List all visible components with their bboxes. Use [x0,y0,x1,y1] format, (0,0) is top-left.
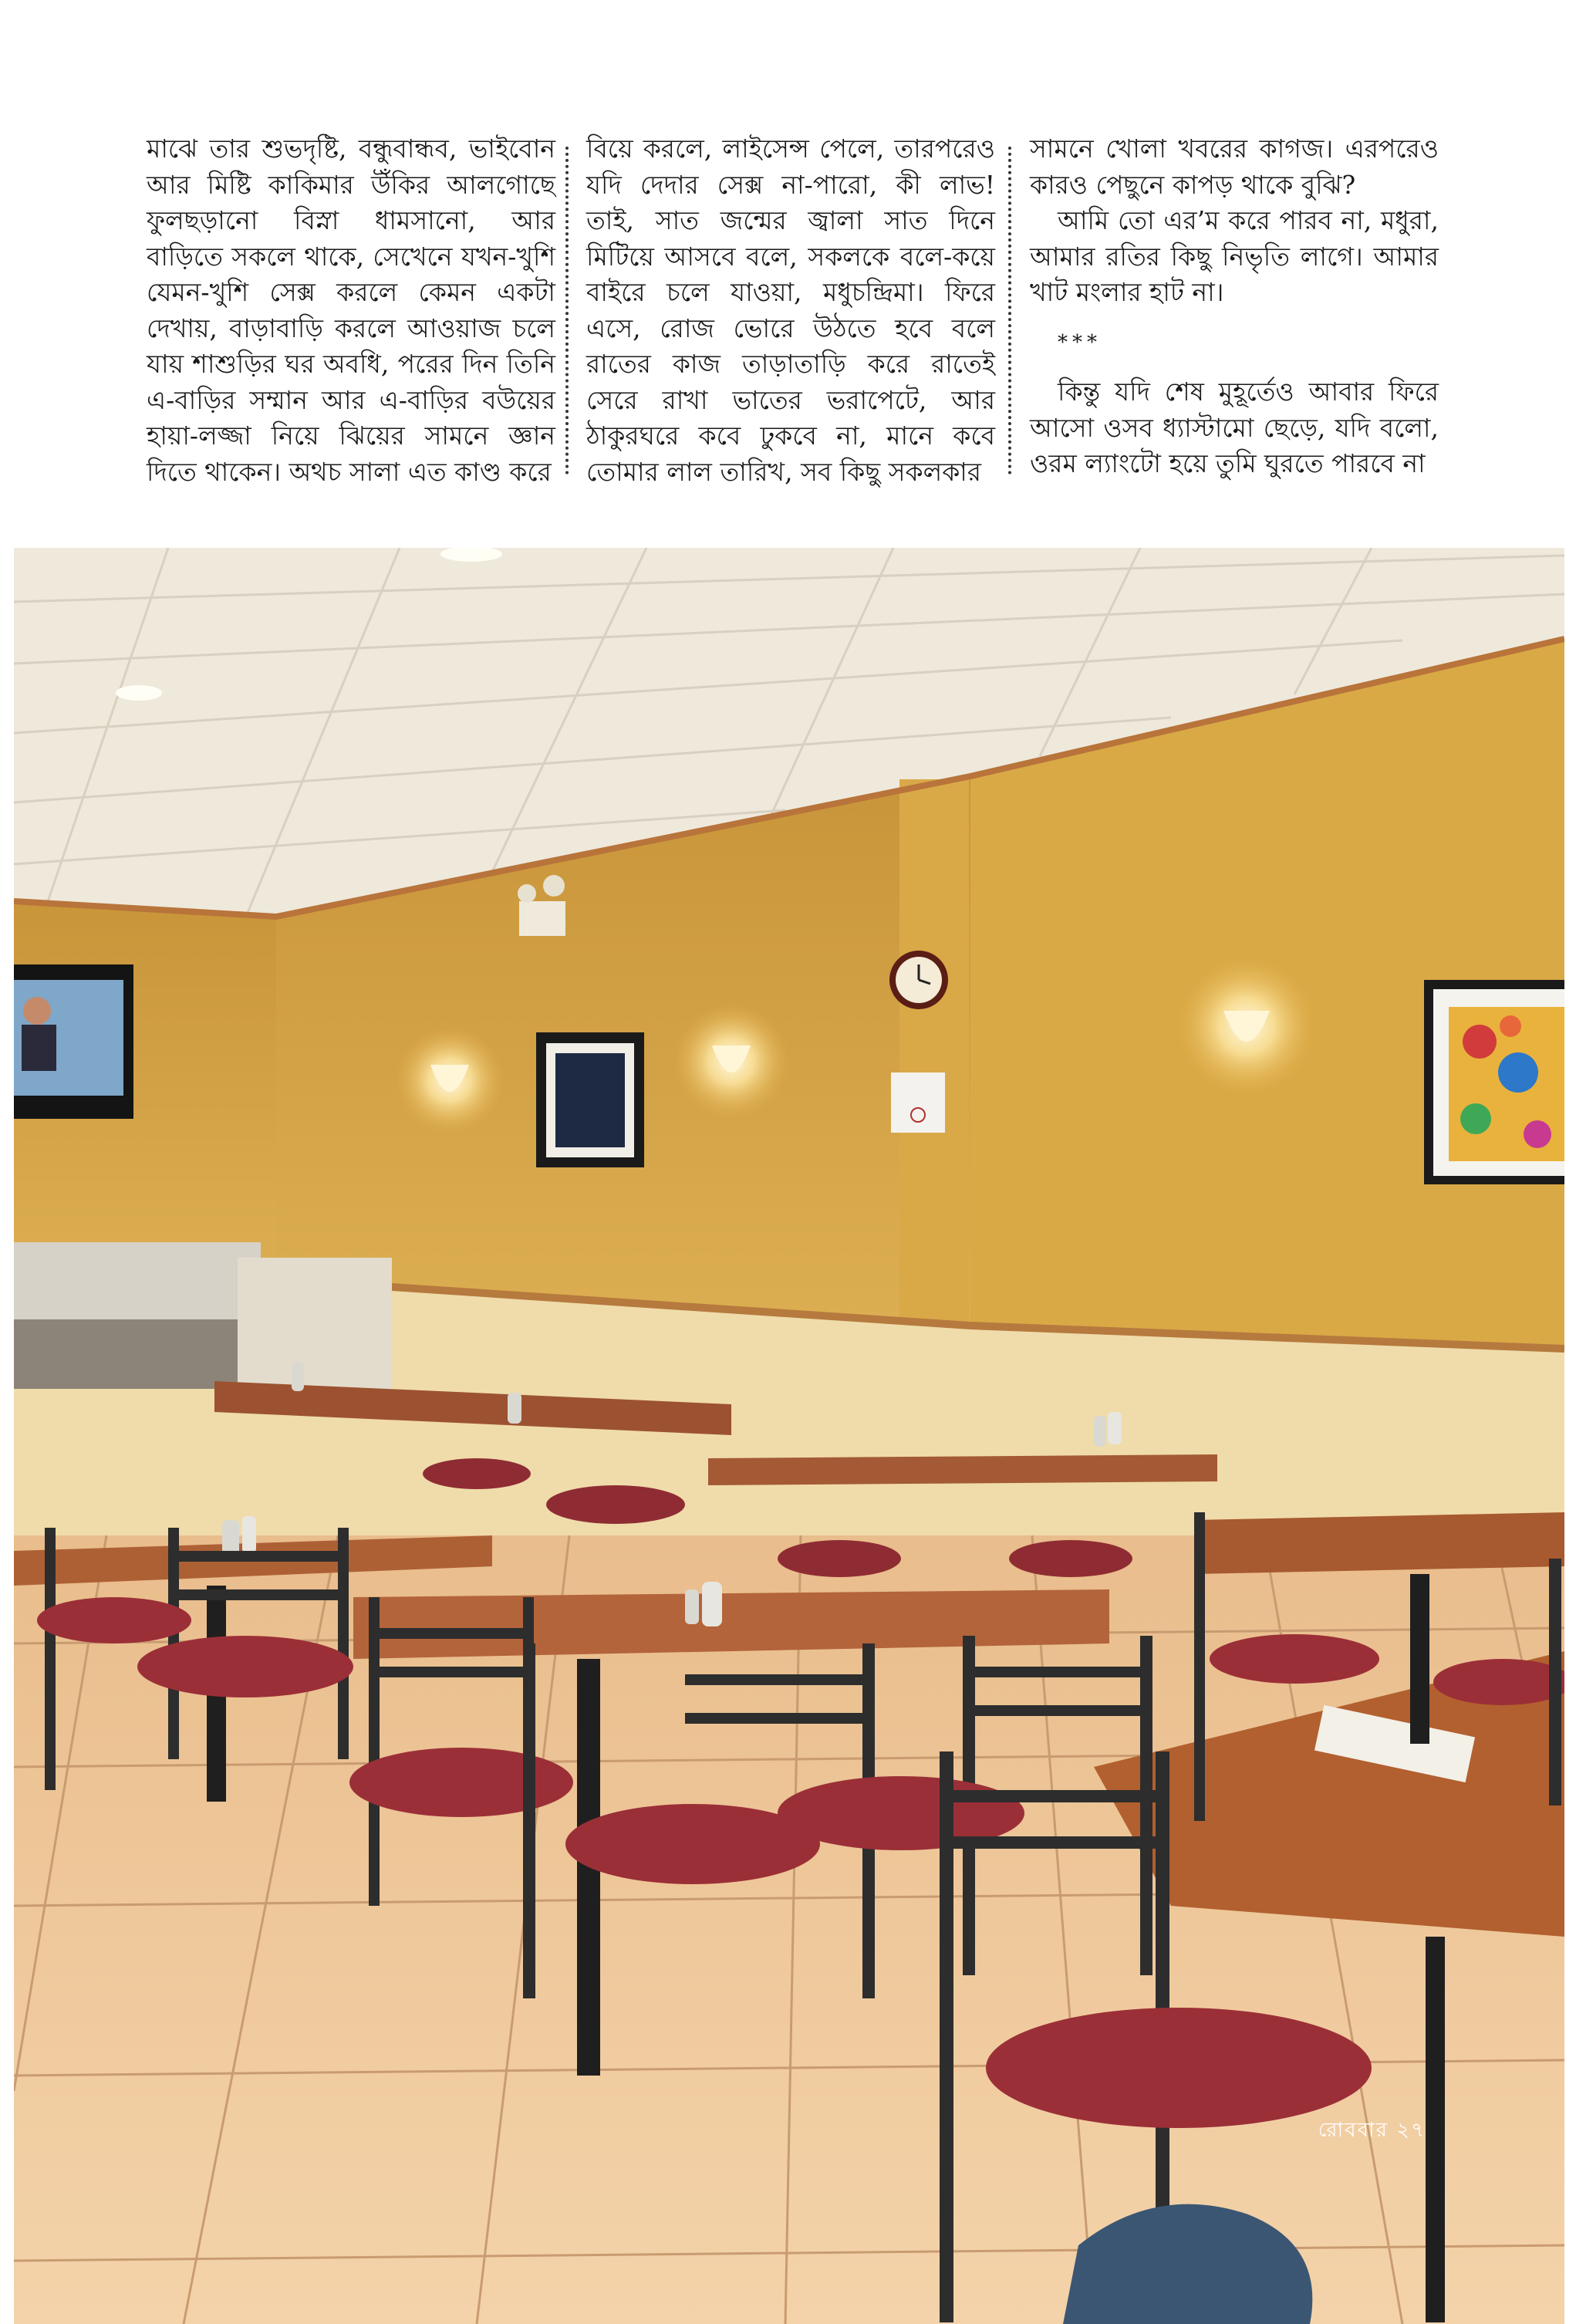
article-column-1 [147,131,555,494]
column-1-paragraph-1: মাঝে তার শুভদৃষ্টি, বন্ধুবান্ধব, ভাইবোন আর মিষ্টি কাকিমার উঁকির আলগোছে ফুলছড়ানো বিস্না ধামসানো, আর বাড়িতে সকলে থাকে, সেখেনে যখন-খুশি যেমন-খুশি সেক্স করলে কেমন একটা দেখায়, বাড়াবাড়ি করলে আওয়াজ চলে যায় শাশুড়ির ঘর অবধি, পরের দিন তিনি এ-বাড়ির সম্মান আর এ-বাড়ির বউয়ের হায়া-লজ্জা নিয়ে ঝিয়ের সামনে জ্ঞান দিতে থাকেন। অথচ সালা এত কাণ্ড করে [147,133,555,487]
section-break-asterisks: *** [1058,330,1102,354]
restaurant-photo-illustration [14,548,1564,2324]
column-3-paragraph-2: আমি তো এর’ম করে পারব না, মধুরা, আমার রতির কিছু নিভৃতি লাগে। আমার খাট মংলার হাট না। [1030,205,1439,307]
column-2-paragraph-1: বিয়ে করলে, লাইসেন্স পেলে, তারপরেও যদি দেদার সেক্স না-পারো, কী লাভ! তাই, সাত জন্মের জ্বালা সাত দিনে মিটিয়ে আসবে বলে, সকলকে বলে-কয়ে বাইরে চলে যাওয়া, মধুচন্দ্রিমা। ফিরে এসে, রোজ ভোরে উঠতে হবে বলে রাতের কাজ তাড়াতাড়ি করে রাতেই সেরে রাখা ভাতের ভরাপেটে, আর ঠাকুরঘরে কবে ঢুকবে না, মানে কবে তোমার লাল তারিখ, সব কিছু সকলকার [586,133,995,487]
wall-pillar [899,779,969,1335]
stacked-boxes [238,1258,392,1397]
buffet-counter [14,1242,261,1319]
table-top [708,1454,1217,1485]
column-divider-1 [565,147,569,475]
ceiling-light [116,685,162,701]
table-top [1194,1512,1564,1574]
page-folio: রোববার ২৭ [1318,2119,1426,2142]
column-3-paragraph-3: কিন্তু যদি শেষ মুহূর্তেও আবার ফিরে আসো ওসব ধ্যাস্টামো ছেড়ে, যদি বলো, ওরম ল্যাংটো হয়ে তুমি ঘুরতে পারবে না [1030,377,1439,478]
emergency-light [519,901,565,936]
column-3-paragraph-1: সামনে খোলা খবরের কাগজ। এরপরেও কারও পেছুনে কাপড় থাকে বুঝি? [1030,133,1439,200]
no-smoking-sign [891,1072,945,1133]
article-column-3 [1030,131,1439,494]
column-divider-2 [1008,147,1011,475]
article-text-block [147,131,1439,494]
restaurant-photo [14,548,1564,2324]
article-column-2 [586,131,995,494]
